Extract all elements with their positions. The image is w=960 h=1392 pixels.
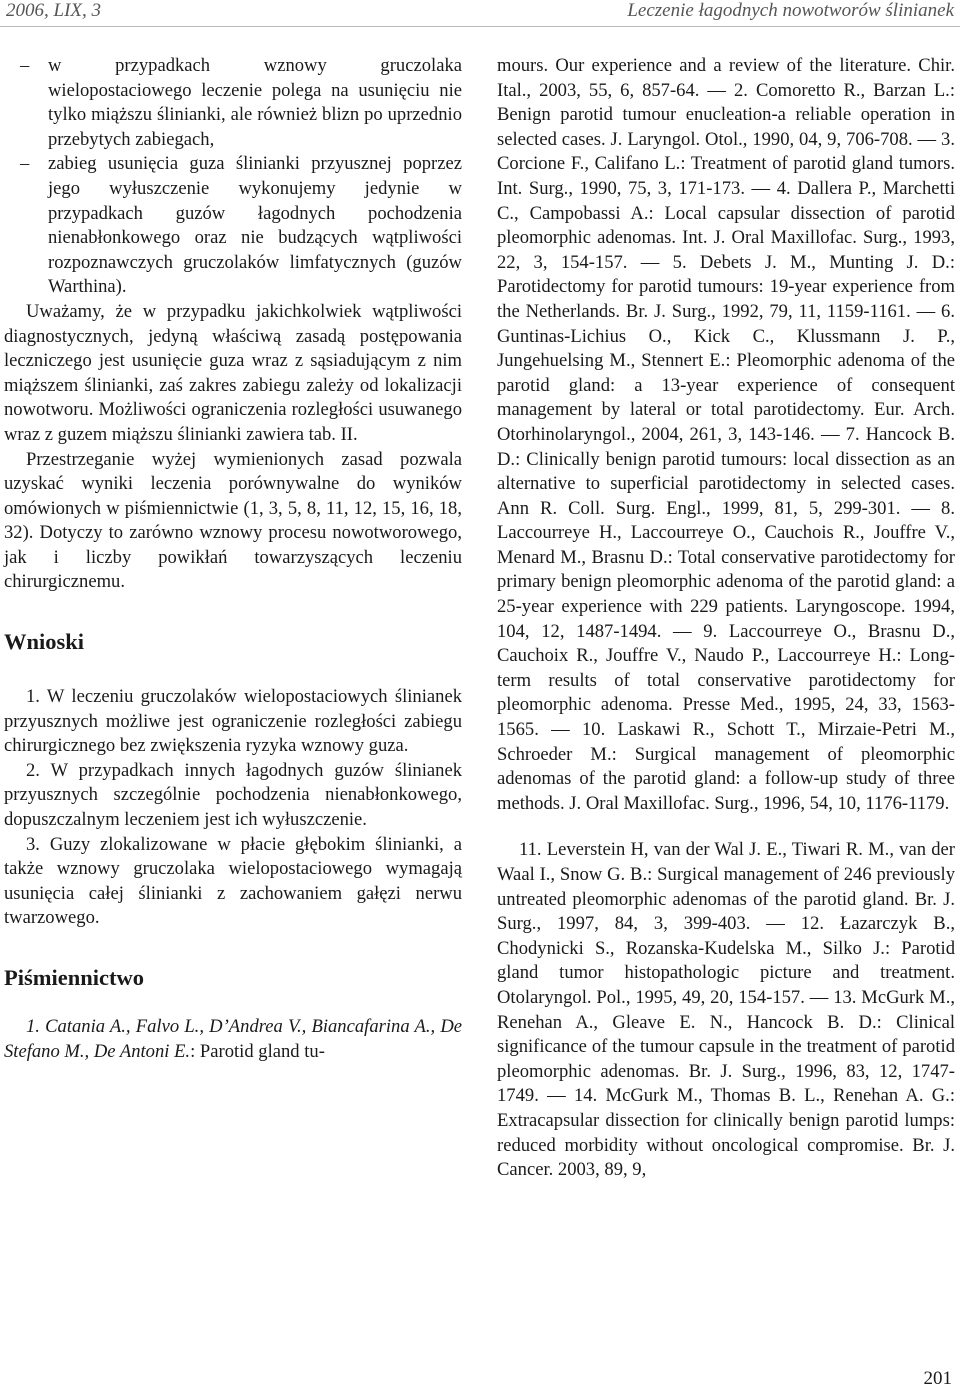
header-rule [0,26,960,27]
reference-list-continued: mours. Our experience and a review of the literature. Chir. Ital., 2003, 55, 6, 857-64. — 2. Comoretto R., Barzan L.: Benign parotid tumour enucleation-a reliable operation in selected cases. J. Laryngol. Otol., 1990, 04, 9, 706-708. — 3. Corcione F., Califano L.: Treatment of parotid gland tumors. Int. Surg., 1990, 75, 3, 171-173. — 4. Dallera P., Marchetti C., Campobassi A.: Local capsular dissection of parotid pleomorphic adenomas. Int. J. Oral Maxillofac. Surg., 1993, 22, 3, 154-157. — 5. Debets J. M., Munting J. D.: Parotidectomy for parotid tumours: 19-year experience from the Netherlands. Br. J. Surg., 1992, 79, 11, 1159-1161. — 6. Guntinas-Lichius O., Kick C., Klussmann J. P., Jungehuelsing M., Stennert E.: Pleomorphic adenoma of the parotid gland: a 13-year experience of consequent management by lateral or total parotidectomy. Eur. Arch. Otorhinolaryngol., 2004, 261, 3, 143-146. — 7. Hancock B. D.: Clinically benign parotid tumours: local dissection as an alternative to superficial parotidectomy in selected cases. Ann R. Coll. Surg. Engl., 1999, 81, 5, 299-301. — 8. Laccourreye H., Laccourreye O., Cauchois R., Jouffre V., Menard M., Brasnu D.: Total conservative parotidectomy for primary benign pleomorphic adenoma of the parotid gland: a 25-year experience with 229 patients. Laryngoscope. 1994, 104, 12, 1487-1494. — 9. Laccourreye O., Brasnu D., Cauchoix R., Jouffre V., Naudo P., Laccourreye H.: Long-term results of total conservative parotidectomy for pleomorphic adenoma. Presse Med., 1995, 24, 33, 1563-1565. — 10. Laskawi R., Schott T., Mirzaie-Petri M., Schroeder M.: Surgical management of pleomorphic adenomas of the parotid gland: a follow-up study of three methods. J. Oral Maxillofac. Surg., 1996, 54, 10, 1176-1179. [497,55,955,814]
left-column [4,54,462,1064]
section-heading-wnioski: Wnioski [4,629,85,655]
running-header [0,0,960,28]
conclusion-item: 3. Guzy zlokalizowane w płacie głębokim ślinianki, a także wznowy gruczolaka wielopostaciowego wymagają usunięcia całej ślinianki z zachowaniem gałęzi nerwu twarzowego. [4,833,462,929]
reference-list-part-two: 11. Leverstein H, van der Wal J. E., Tiwari R. M., van der Waal I., Snow G. B.: Surgical management of 246 previously untreated pleomorphic adenomas of the parotid gland. Br. J. Surg., 1997, 84, 3, 399-403. — 12. Łazarczyk B., Chodynicki S., Rozanska-Kudelska M., Silko J.: Parotid gland tumor histopathologic picture and treatment. Otolaryngol. Pol., 1995, 49, 20, 154-157. — 13. McGurk M., Renehan A., Gleave E. N., Hancock B. D.: Clinical significance of the tumour capsule in the treatment of parotid pleomorphic adenomas. Br. J. Surg., 1996, 83, 12, 1747-1749. — 14. McGurk M., Thomas B. L., Renehan A. G.: Extracapsular dissection for clinically benign parotid lumps: reduced morbidity without oncological compromise. Br. J. Cancer. 2003, 89, 9, [497,839,955,1181]
conclusion-item: 1. W leczeniu gruczolaków wielopostaciowych ślinianek przyusznych możliwe jest ograniczenie rozległości zabiegu chirurgicznego bez zwiększenia ryzyka wznowy guza. [4,686,462,757]
body-paragraph: Uważamy, że w przypadku jakichkolwiek wątpliwości diagnostycznych, jedyną właściwą zasadą postępowania leczniczego jest usunięcie guza wraz z sąsiadującym z nim miąższem ślinianki, zaś zakres zabiegu zależy od lokalizacji nowotworu. Możliwości ograniczenia rozległości usuwanego wraz z guzem miąższu ślinianki zawiera tab. II. [4,300,462,445]
dash-marker: – [20,55,30,76]
dash-marker: – [20,153,30,175]
section-heading-pismiennictwo: Piśmiennictwo [4,965,144,990]
reference-gap [497,816,955,838]
bullet-item: – zabieg usunięcia guza ślinianki przyusznej poprzez jego wyłuszczenie wykonujemy jedynie w przypadkach guzów łagodnych pochodzenia nienabłonkowego oraz nie budzących wątpliwości rozpoznawczych gruczolaków limfatycznych (guzów Warthina). [20,153,462,298]
bullet-item: – w przypadkach wznowy gruczolaka wielopostaciowego leczenie polega na usunięciu nie tylko miąższu ślinianki, ale również blizn po uprzednio przebytych zabiegach, [20,55,462,150]
page-number: 201 [923,1368,952,1389]
reference-text: : Parotid gland tu- [190,1040,325,1062]
reference-entry [4,1015,462,1064]
reference-authors: 1. Catania A., Falvo L., D’Andrea V., Biancafarina A., De Stefano M., De Antoni E. [4,1016,462,1062]
article-running-title: Leczenie łagodnych nowotworów ślinianek [627,0,954,21]
conclusion-item: 2. W przypadkach innych łagodnych guzów ślinianek przyusznych szczególnie pochodzenia nienabłonkowego, dopuszczalnym leczeniem jest ich wyłuszczenie. [4,759,462,831]
journal-issue: 2006, LIX, 3 [6,0,101,21]
body-paragraph: Przestrzeganie wyżej wymienionych zasad pozwala uzyskać wyniki leczenia porównywalne do wyników omówionych w piśmiennictwie (1, 3, 5, 8, 11, 12, 15, 16, 18, 32). Dotyczy to zarówno wznowy procesu nowotworowego, jak i liczby powikłań towarzyszących leczeniu chirurgicznemu. [4,448,462,593]
right-column [497,54,955,1183]
